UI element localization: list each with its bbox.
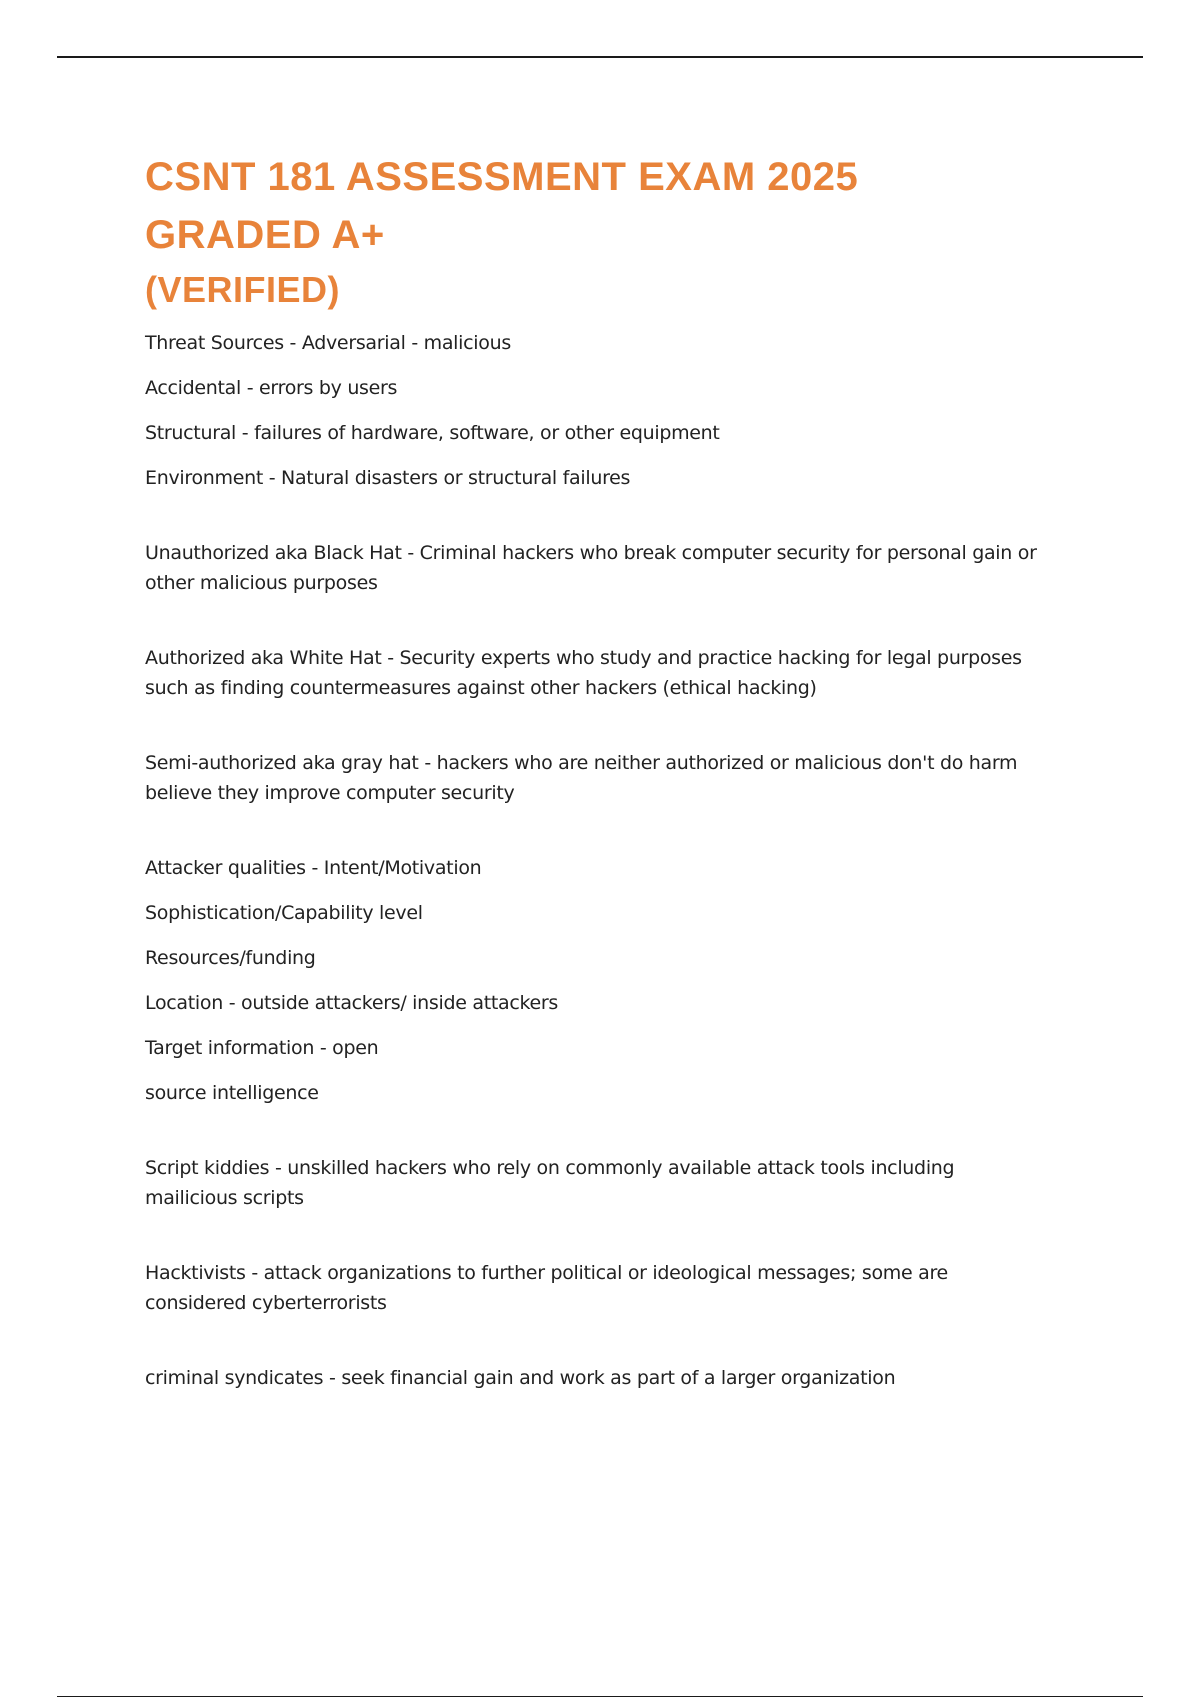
entry-structural: Structural - failures of hardware, software, or other equipment [145, 422, 720, 444]
entry-attacker-qualities: Attacker qualities - Intent/Motivation [145, 857, 482, 879]
entry-gray-hat: Semi-authorized aka gray hat - hackers who are neither authorized or malicious don't do harm believe they improve computer security [145, 752, 1018, 804]
entry-location: Location - outside attackers/ inside attackers [145, 992, 559, 1014]
title-line-1: CSNT 181 ASSESSMENT EXAM 2025 [145, 155, 859, 199]
entry-environment: Environment - Natural disasters or structural failures [145, 467, 631, 489]
entry-hacktivists: Hacktivists - attack organizations to further political or ideological messages; some are considered cyberterrorists [145, 1262, 948, 1314]
entry-criminal-syndicates: criminal syndicates - seek financial gain and work as part of a larger organization [145, 1367, 896, 1389]
entry-black-hat: Unauthorized aka Black Hat - Criminal hackers who break computer security for personal gain or other malicious purposes [145, 542, 1037, 594]
title-line-2: GRADED A+ [145, 213, 385, 257]
entry-accidental: Accidental - errors by users [145, 377, 398, 399]
top-divider [57, 56, 1143, 58]
entry-target-information: Target information - open [145, 1037, 379, 1059]
document-title [145, 148, 1145, 316]
document-body [145, 328, 1045, 1408]
entry-sophistication: Sophistication/Capability level [145, 902, 423, 924]
entry-threat-sources: Threat Sources - Adversarial - malicious [145, 332, 511, 354]
entry-script-kiddies: Script kiddies - unskilled hackers who rely on commonly available attack tools including mailicious scripts [145, 1157, 955, 1209]
entry-resources: Resources/funding [145, 947, 316, 969]
entry-source-intelligence: source intelligence [145, 1082, 319, 1104]
bottom-divider [57, 1696, 1143, 1697]
entry-white-hat: Authorized aka White Hat - Security experts who study and practice hacking for legal purposes such as finding countermeasures against other hackers (ethical hacking) [145, 647, 1022, 699]
title-line-3: (VERIFIED) [145, 269, 341, 310]
